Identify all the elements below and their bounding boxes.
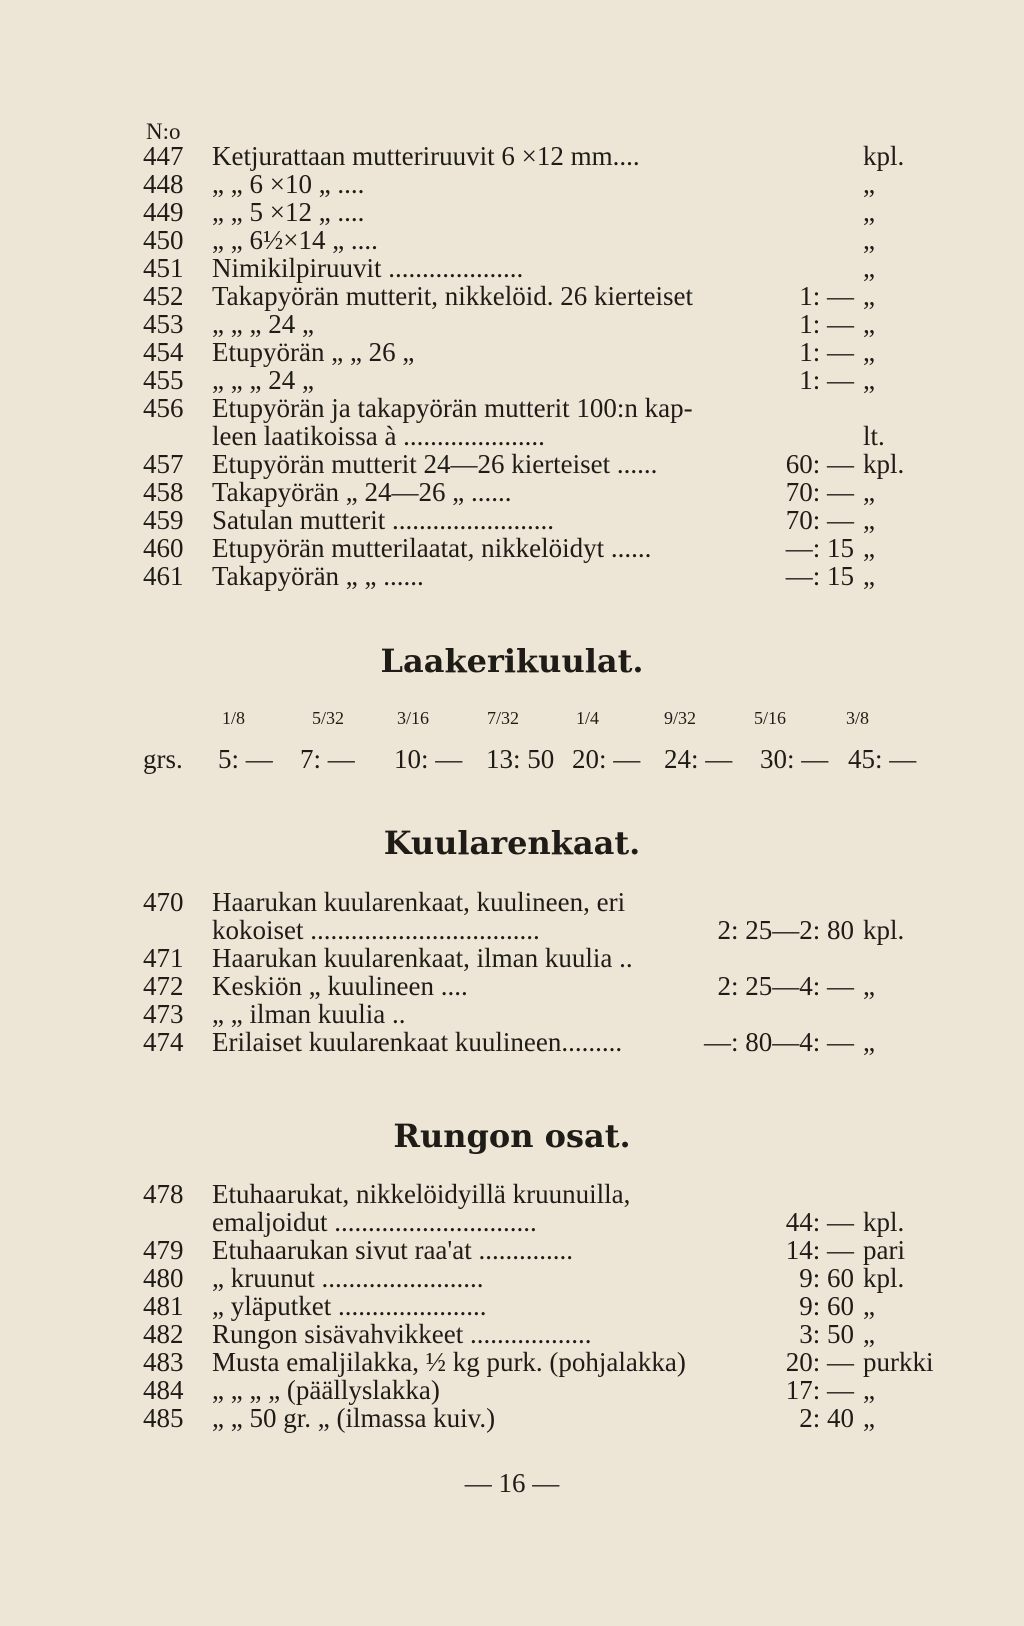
page-number: — 16 — <box>464 1468 560 1498</box>
number-column-header: N:o <box>146 119 181 144</box>
item-unit: „ <box>863 337 875 367</box>
ball-size-fraction: 7/32 <box>487 708 520 728</box>
list-item <box>0 1028 1024 1056</box>
item-unit: „ <box>863 533 875 563</box>
item-description: emaljoidut .............................. <box>212 1207 537 1237</box>
item-unit: lt. <box>863 421 885 451</box>
item-unit: kpl. <box>863 915 905 945</box>
item-price: 2: 40 <box>799 1403 854 1433</box>
item-price: 1: — <box>799 365 854 395</box>
item-description: Takapyörän mutterit, nikkelöid. 26 kierteiset <box>212 281 693 311</box>
item-unit: kpl. <box>863 141 905 171</box>
item-description: „ „ ilman kuulia .. <box>212 999 406 1029</box>
item-price: 1: — <box>799 309 854 339</box>
item-description: Etupyörän „ „ 26 „ <box>212 337 415 367</box>
item-unit: „ <box>863 169 875 199</box>
list-item <box>0 1320 1024 1348</box>
item-price: 1: — <box>799 281 854 311</box>
item-number: 483 <box>143 1347 184 1377</box>
item-number: 458 <box>143 477 184 507</box>
item-number: 480 <box>143 1263 184 1293</box>
item-number: 479 <box>143 1235 184 1265</box>
item-price: 70: — <box>785 477 854 507</box>
item-description: Etuhaarukat, nikkelöidyillä kruunuilla, <box>212 1179 631 1209</box>
item-number: 457 <box>143 449 184 479</box>
item-price: 60: — <box>785 449 854 479</box>
item-description: Etupyörän mutterit 24—26 kierteiset ...... <box>212 449 658 479</box>
list-item <box>0 1180 1024 1208</box>
list-item <box>0 254 1024 282</box>
item-price: 9: 60 <box>799 1291 854 1321</box>
ball-price: 24: — <box>664 744 733 774</box>
item-number: 481 <box>143 1291 184 1321</box>
item-description: „ „ „ 24 „ <box>212 365 314 395</box>
item-description: Haarukan kuularenkaat, ilman kuulia .. <box>212 943 633 973</box>
item-price: —: 80—4: — <box>703 1027 854 1057</box>
item-unit: „ <box>863 1291 875 1321</box>
list-item <box>0 338 1024 366</box>
item-description: Haarukan kuularenkaat, kuulineen, eri <box>212 887 626 917</box>
item-unit: „ <box>863 1027 875 1057</box>
item-price: 1: — <box>799 337 854 367</box>
item-description: Satulan mutterit ........................ <box>212 505 554 535</box>
item-description: Ketjurattaan mutteriruuvit 6 ×12 mm.... <box>212 141 640 171</box>
item-number: 454 <box>143 337 184 367</box>
item-description: „ „ 5 ×12 „ .... <box>212 197 365 227</box>
item-price: 2: 25—2: 80 <box>717 915 854 945</box>
list-item <box>0 1376 1024 1404</box>
item-price: 14: — <box>785 1235 854 1265</box>
item-number: 473 <box>143 999 184 1029</box>
item-number: 450 <box>143 225 184 255</box>
ball-price: 20: — <box>572 744 641 774</box>
item-description: Takapyörän „ 24—26 „ ...... <box>212 477 512 507</box>
section-heading-kuularenkaat: Kuularenkaat. <box>383 824 641 862</box>
item-description: „ kruunut ........................ <box>212 1263 484 1293</box>
item-price: 17: — <box>785 1375 854 1405</box>
item-description: kokoiset .................................. <box>212 915 540 945</box>
item-number: 451 <box>143 253 184 283</box>
item-number: 482 <box>143 1319 184 1349</box>
item-description: Etuhaarukan sivut raa'at .............. <box>212 1235 574 1265</box>
item-description: Keskiön „ kuulineen .... <box>212 971 468 1001</box>
item-unit: „ <box>863 561 875 591</box>
item-description: Etupyörän ja takapyörän mutterit 100:n kap- <box>212 393 693 423</box>
list-item <box>0 282 1024 310</box>
item-number: 484 <box>143 1375 184 1405</box>
list-item <box>0 226 1024 254</box>
ball-size-fraction: 3/16 <box>397 708 430 728</box>
list-item <box>0 394 1024 422</box>
list-item <box>0 1264 1024 1292</box>
item-number: 452 <box>143 281 184 311</box>
item-unit: „ <box>863 281 875 311</box>
list-item <box>0 888 1024 916</box>
item-number: 472 <box>143 971 184 1001</box>
ball-price: 5: — <box>218 744 273 774</box>
list-item <box>0 1000 1024 1028</box>
item-description: „ „ 6½×14 „ .... <box>212 225 378 255</box>
ball-size-fraction: 5/32 <box>312 708 345 728</box>
item-description: Takapyörän „ „ ...... <box>212 561 424 591</box>
item-description: Nimikilpiruuvit .................... <box>212 253 524 283</box>
item-unit: „ <box>863 1403 875 1433</box>
item-price: 70: — <box>785 505 854 535</box>
ball-price: 13: 50 <box>486 744 555 774</box>
item-price: 9: 60 <box>799 1263 854 1293</box>
item-unit: „ <box>863 505 875 535</box>
ball-size-fraction: 9/32 <box>664 708 697 728</box>
item-description: „ „ „ „ (päällyslakka) <box>212 1375 440 1405</box>
item-unit: „ <box>863 197 875 227</box>
list-item <box>0 1208 1024 1236</box>
list-item <box>0 1236 1024 1264</box>
item-number: 456 <box>143 393 184 423</box>
item-description: leen laatikoissa à ..................... <box>212 421 545 451</box>
item-number: 455 <box>143 365 184 395</box>
item-unit: „ <box>863 477 875 507</box>
item-price: —: 15 <box>785 561 854 591</box>
list-item <box>0 944 1024 972</box>
ball-price: 45: — <box>848 744 917 774</box>
list-item <box>0 478 1024 506</box>
list-item <box>0 422 1024 450</box>
item-number: 459 <box>143 505 184 535</box>
item-unit: „ <box>863 1375 875 1405</box>
item-description: Etupyörän mutterilaatat, nikkelöidyt ...... <box>212 533 652 563</box>
item-description: „ yläputket ...................... <box>212 1291 487 1321</box>
item-unit: „ <box>863 365 875 395</box>
item-number: 485 <box>143 1403 184 1433</box>
item-price: 3: 50 <box>799 1319 854 1349</box>
list-item <box>0 310 1024 338</box>
item-number: 478 <box>143 1179 184 1209</box>
item-unit: kpl. <box>863 449 905 479</box>
ball-price: 30: — <box>760 744 829 774</box>
list-item <box>0 1404 1024 1432</box>
list-item <box>0 506 1024 534</box>
item-description: Erilaiset kuularenkaat kuulineen......... <box>212 1027 623 1057</box>
item-unit: „ <box>863 253 875 283</box>
section-heading-rungon-osat: Rungon osat. <box>393 1117 631 1155</box>
list-item <box>0 972 1024 1000</box>
item-number: 474 <box>143 1027 184 1057</box>
ball-price: 10: — <box>394 744 463 774</box>
item-description: „ „ 50 gr. „ (ilmassa kuiv.) <box>212 1403 496 1433</box>
item-unit: „ <box>863 971 875 1001</box>
item-description: „ „ 6 ×10 „ .... <box>212 169 365 199</box>
list-item <box>0 1292 1024 1320</box>
list-item <box>0 142 1024 170</box>
ball-size-fraction: 1/8 <box>222 708 246 728</box>
item-number: 447 <box>143 141 184 171</box>
item-number: 471 <box>143 943 184 973</box>
item-number: 461 <box>143 561 184 591</box>
item-unit: kpl. <box>863 1263 905 1293</box>
item-unit: „ <box>863 309 875 339</box>
item-number: 453 <box>143 309 184 339</box>
item-number: 448 <box>143 169 184 199</box>
ball-size-fraction: 1/4 <box>576 708 600 728</box>
grams-label: grs. <box>143 744 183 774</box>
list-item <box>0 1348 1024 1376</box>
list-item <box>0 170 1024 198</box>
item-description: Musta emaljilakka, ½ kg purk. (pohjalakka) <box>212 1347 686 1377</box>
list-item <box>0 450 1024 478</box>
item-price: 44: — <box>785 1207 854 1237</box>
item-price: 2: 25—4: — <box>717 971 854 1001</box>
list-item <box>0 198 1024 226</box>
ball-size-fraction: 3/8 <box>846 708 870 728</box>
ball-price: 7: — <box>300 744 355 774</box>
item-unit: pari <box>863 1235 905 1265</box>
item-price: 20: — <box>785 1347 854 1377</box>
item-description: Rungon sisävahvikkeet .................. <box>212 1319 592 1349</box>
item-unit: „ <box>863 1319 875 1349</box>
list-item <box>0 366 1024 394</box>
list-item <box>0 916 1024 944</box>
list-item <box>0 534 1024 562</box>
ball-size-fraction: 5/16 <box>754 708 787 728</box>
section-heading-laakerikuulat: Laakerikuulat. <box>380 642 644 680</box>
item-number: 449 <box>143 197 184 227</box>
item-unit: kpl. <box>863 1207 905 1237</box>
item-description: „ „ „ 24 „ <box>212 309 314 339</box>
item-unit: purkki <box>863 1347 934 1377</box>
item-unit: „ <box>863 225 875 255</box>
item-number: 470 <box>143 887 184 917</box>
item-number: 460 <box>143 533 184 563</box>
item-price: —: 15 <box>785 533 854 563</box>
list-item <box>0 562 1024 590</box>
